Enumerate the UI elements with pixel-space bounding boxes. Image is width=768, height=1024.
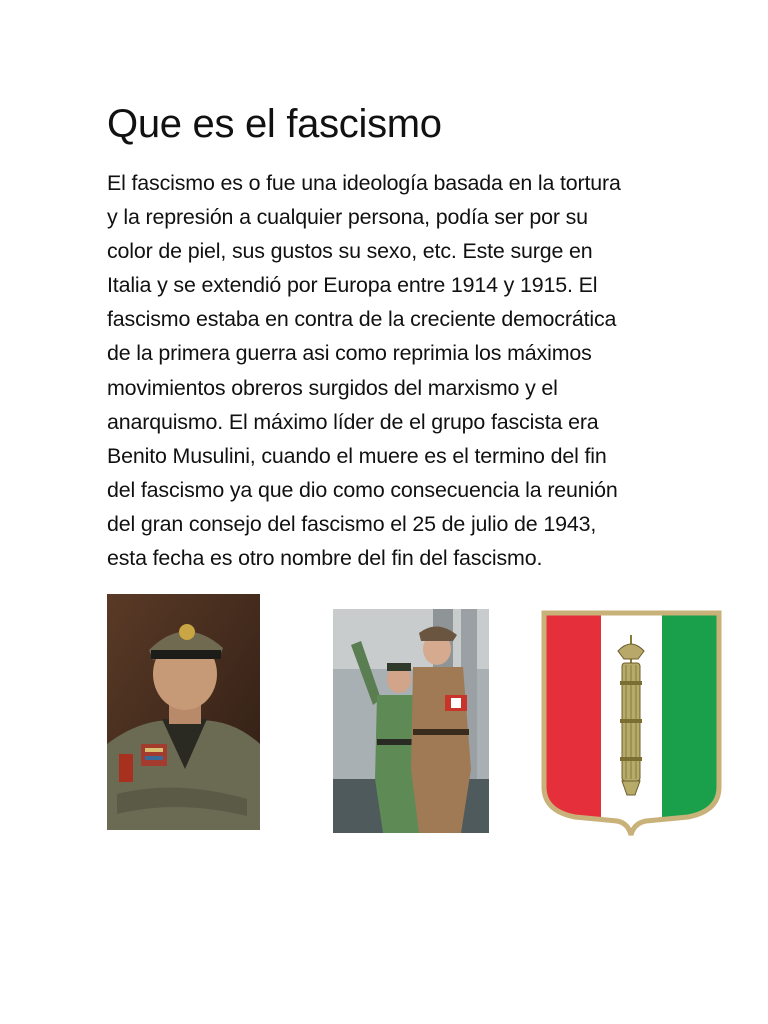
paragraph-line: esta fecha es otro nombre del fin del fascismo.	[107, 546, 543, 571]
paragraph-line: del gran consejo del fascismo el 25 de julio de 1943,	[107, 511, 597, 536]
paragraph-line: de la primera guerra asi como reprimia los máximos	[107, 341, 592, 366]
paragraph-line: Benito Musulini, cuando el muere es el termino del fin	[107, 443, 607, 468]
paragraph-line: del fascismo ya que dio como consecuencia la reunión	[107, 477, 618, 502]
paragraph-line: movimientos obreros surgidos del marxismo y el	[107, 375, 558, 400]
paragraph-line: color de piel, sus gustos su sexo, etc. Este surge en	[107, 239, 593, 264]
body-paragraph	[107, 166, 677, 575]
paragraph-line: anarquismo. El máximo líder de el grupo fascista era	[107, 409, 599, 434]
two-leaders-photo	[333, 609, 489, 833]
paragraph-line: El fascismo es o fue una ideología basada en la tortura	[107, 171, 621, 195]
page-title: Que es el fascismo	[107, 102, 442, 146]
fasces-shield-emblem	[538, 607, 725, 841]
paragraph-line: y la represión a cualquier persona, podía ser por su	[107, 205, 588, 230]
paragraph-line: Italia y se extendió por Europa entre 1914 y 1915. El	[107, 273, 598, 298]
paragraph-line: fascismo estaba en contra de la creciente democrática	[107, 307, 617, 332]
portrait-photo	[107, 594, 260, 830]
